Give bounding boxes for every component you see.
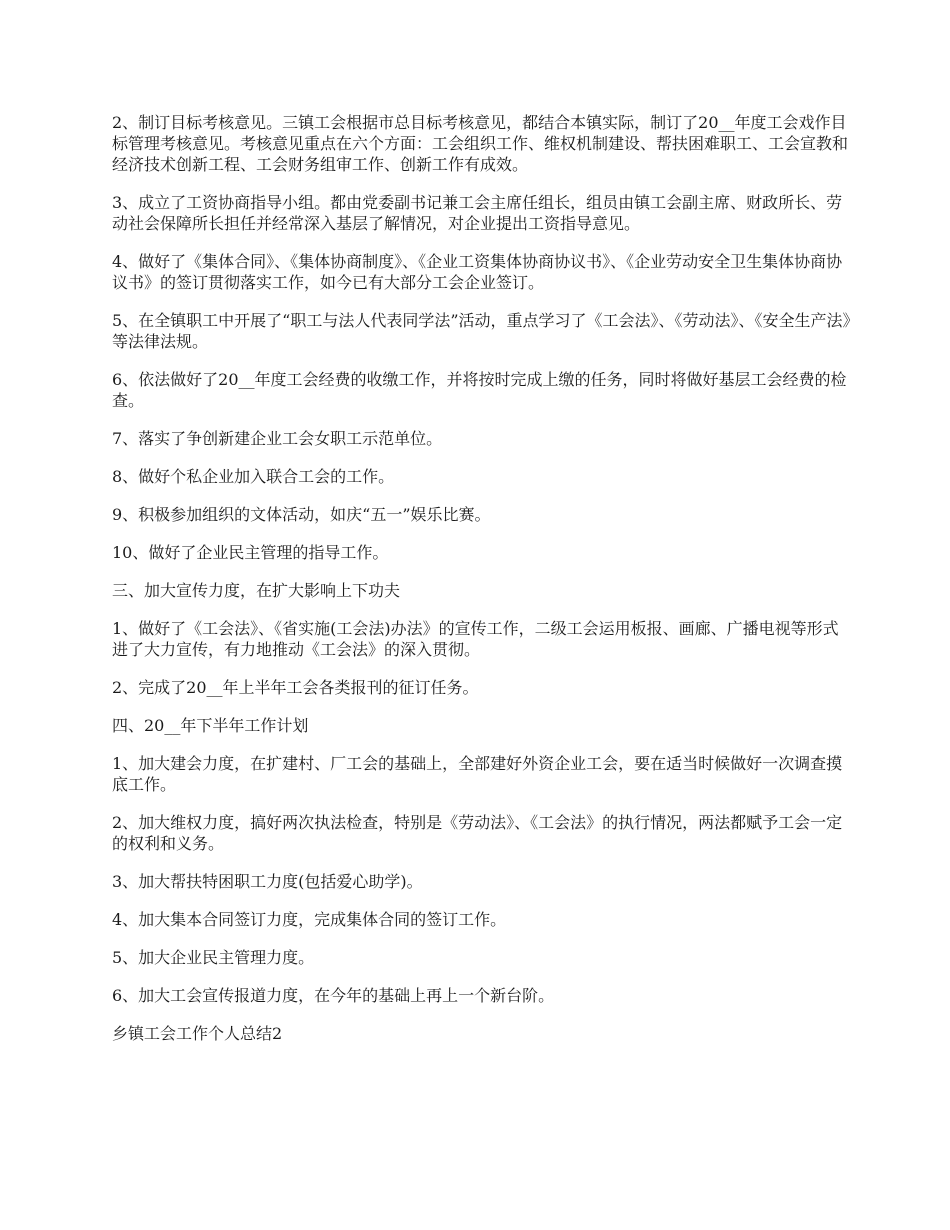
paragraph-collective-contracts: 4、做好了《集体合同》、《集体协商制度》、《企业工资集体协商协议书》、《企业劳动安全卫生集体协商协议书》的签订贯彻落实工作，如今已有大部分工会企业签订。 xyxy=(112,252,843,292)
paragraph-plan-democratic-management: 5、加大企业民主管理力度。 xyxy=(112,948,315,967)
paragraph-target-assessment: 2、制订目标考核意见。三镇工会根据市总目标考核意见，都结合本镇实际，制订了20__年度工会戏作目标管理考核意见。考核意见重点在六个方面：工会组织工作、维权机制建设、帮扶困难职工、工会宣教和经济技术创新工程、工会财务组审工作、创新工作有成效。 xyxy=(112,113,849,174)
section-heading-publicity: 三、加大宣传力度，在扩大影响上下功夫 xyxy=(112,581,401,600)
document-section-title: 乡镇工会工作个人总结2 xyxy=(112,1024,283,1043)
paragraph-plan-assistance: 3、加大帮扶特困职工力度(包括爱心助学)。 xyxy=(112,872,423,891)
document-body xyxy=(112,112,852,1061)
paragraph-plan-contracts: 4、加大集本合同签订力度，完成集体合同的签订工作。 xyxy=(112,910,507,929)
paragraph-subscriptions: 2、完成了20__年上半年工会各类报刊的征订任务。 xyxy=(112,678,479,697)
paragraph-private-enterprise: 8、做好个私企业加入联合工会的工作。 xyxy=(112,467,395,486)
section-heading-work-plan: 四、20__年下半年工作计划 xyxy=(112,716,309,735)
paragraph-union-law-publicity: 1、做好了《工会法》、《省实施(工会法)办法》的宣传工作，二级工会运用板报、画廊、广播电视等形式进了大力宣传，有力地推动《工会法》的深入贯彻。 xyxy=(112,619,839,659)
paragraph-law-study: 5、在全镇职工中开展了“职工与法人代表同学法”活动，重点学习了《工会法》、《劳动法》、《安全生产法》等法律法规。 xyxy=(112,311,851,351)
paragraph-plan-publicity: 6、加大工会宣传报道力度，在今年的基础上再上一个新台阶。 xyxy=(112,986,555,1005)
paragraph-plan-rights-protection: 2、加大维权力度，搞好两次执法检查，特别是《劳动法》、《工会法》的执行情况，两法都赋予工会一定的权利和义务。 xyxy=(112,813,843,853)
paragraph-women-model-unit: 7、落实了争创新建企业工会女职工示范单位。 xyxy=(112,429,443,448)
paragraph-democratic-management: 10、做好了企业民主管理的指导工作。 xyxy=(112,543,389,562)
paragraph-plan-union-building: 1、加大建会力度，在扩建村、厂工会的基础上，全部建好外资企业工会，要在适当时候做好一次调查摸底工作。 xyxy=(112,754,843,794)
paragraph-cultural-activities: 9、积极参加组织的文体活动，如庆“五一”娱乐比赛。 xyxy=(112,505,491,524)
paragraph-union-fees: 6、依法做好了20__年度工会经费的收缴工作，并将按时完成上缴的任务，同时将做好基层工会经费的检查。 xyxy=(112,370,847,410)
paragraph-wage-negotiation-group: 3、成立了工资协商指导小组。都由党委副书记兼工会主席任组长，组员由镇工会副主席、财政所长、劳动社会保障所长担任并经常深入基层了解情况，对企业提出工资指导意见。 xyxy=(112,193,843,233)
